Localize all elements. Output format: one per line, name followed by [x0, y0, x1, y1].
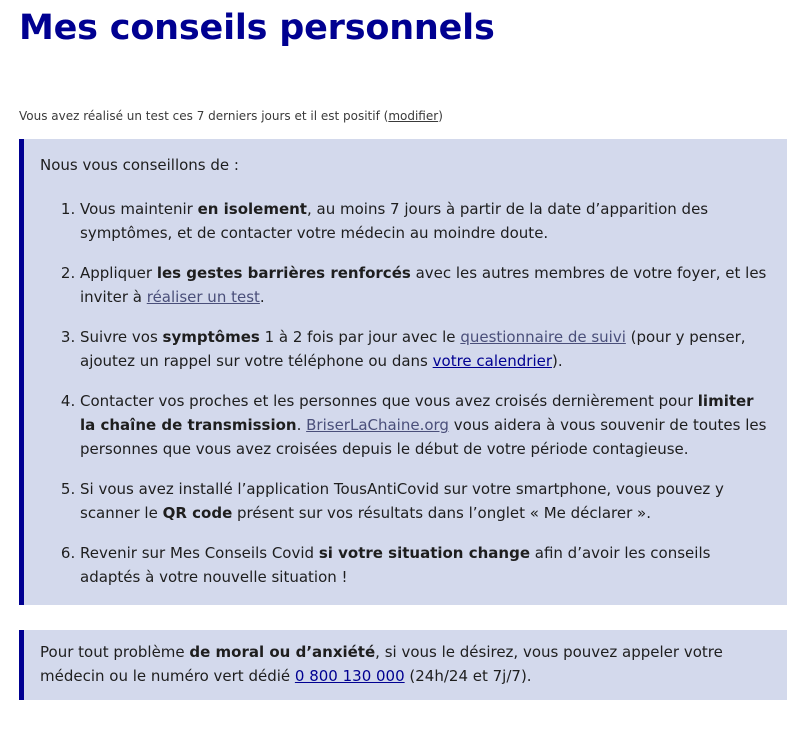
moral-support-text [40, 640, 771, 688]
advice-text: (pour y penser, ajoutez un rappel sur votre téléphone ou dans [80, 328, 746, 370]
advice-text: Appliquer [80, 264, 157, 282]
advice-text: 1 à 2 fois par jour avec le [259, 328, 461, 346]
advice-text: afin d’avoir les conseils adaptés à votre nouvelle situation ! [80, 544, 711, 586]
advice-list [40, 197, 771, 589]
test-status [19, 108, 799, 124]
advice-emphasis: symptômes [162, 328, 260, 346]
moral-support-box [19, 630, 787, 700]
hotline-phone-link[interactable]: 0 800 130 000 [294, 667, 405, 685]
advice-text: ). [552, 352, 563, 370]
calendar-link[interactable]: votre calendrier [432, 352, 553, 370]
advice-emphasis: limiter la chaîne de transmission [80, 392, 754, 434]
advice-item-isolation [80, 197, 771, 245]
advice-emphasis: si votre situation change [318, 544, 530, 562]
moral-text: , si vous le désirez, vous pouvez appeler votre médecin ou le numéro vert dédié [40, 643, 723, 685]
advice-text: présent sur vos résultats dans l’onglet « Me déclarer ». [232, 504, 651, 522]
advice-item-situation-change [80, 541, 771, 589]
advice-item-symptoms [80, 325, 771, 373]
advice-text: , au moins 7 jours à partir de la date d’apparition des symptômes, et de contacter votre médecin au moindre doute. [80, 200, 709, 242]
test-status-suffix: ) [438, 109, 443, 123]
page-title: Mes conseils personnels [19, 8, 495, 48]
advice-text: Suivre vos [80, 328, 163, 346]
advice-text: . [296, 416, 307, 434]
advice-emphasis: en isolement [197, 200, 307, 218]
advice-item-barrier-gestures [80, 261, 771, 309]
moral-text: Pour tout problème [40, 643, 190, 661]
followup-questionnaire-link[interactable]: questionnaire de suivi [460, 328, 626, 346]
advice-emphasis: les gestes barrières renforcés [156, 264, 411, 282]
advice-text: Vous maintenir [80, 200, 198, 218]
advice-item-tousanticovid [80, 477, 771, 525]
modify-link[interactable]: modifier [388, 109, 439, 123]
advice-text: Contacter vos proches et les personnes que vous avez croisés dernièrement pour [80, 392, 698, 410]
advice-text: . [259, 288, 265, 306]
test-status-text: Vous avez réalisé un test ces 7 derniers jours et il est positif ( [19, 109, 389, 123]
advice-item-contacts [80, 389, 771, 461]
moral-text: (24h/24 et 7j/7). [404, 667, 532, 685]
advice-text: avec les autres membres de votre foyer, et les inviter à [80, 264, 767, 306]
advice-box [19, 139, 787, 605]
briserlachaine-link[interactable]: BriserLaChaine.org [306, 416, 449, 434]
advice-text: Si vous avez installé l’application TousAntiCovid sur votre smartphone, vous pouvez y scanner le [80, 480, 724, 522]
advice-emphasis: QR code [162, 504, 233, 522]
moral-emphasis: de moral ou d’anxiété [189, 643, 376, 661]
advice-text: Revenir sur Mes Conseils Covid [80, 544, 319, 562]
take-test-link[interactable]: réaliser un test [146, 288, 260, 306]
advice-text: vous aidera à vous souvenir de toutes les personnes que vous avez croisées depuis le début de votre période contagieuse. [80, 416, 767, 458]
advice-intro: Nous vous conseillons de : [40, 156, 239, 174]
